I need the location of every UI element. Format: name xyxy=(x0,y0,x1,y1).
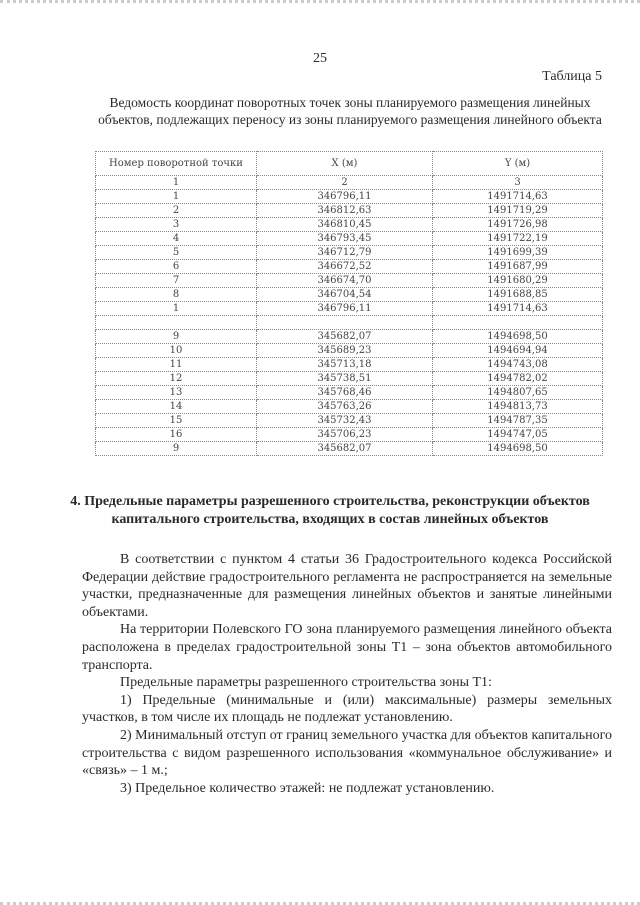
cell-x: 345713,18 xyxy=(257,358,433,372)
cell-point: 4 xyxy=(96,232,257,246)
cell-point: 9 xyxy=(96,442,257,456)
section-body xyxy=(82,551,612,797)
table-row xyxy=(96,232,603,246)
header-y: Y (м) xyxy=(433,152,603,176)
cell-x: 345682,07 xyxy=(257,330,433,344)
cell-x: 346712,79 xyxy=(257,246,433,260)
table-label: Таблица 5 xyxy=(542,69,602,84)
cell-y: 1491726,98 xyxy=(433,218,603,232)
section-heading: 4. Предельные параметры разрешенного строительства, реконструкции объектов капитального строительства, входящих в состав линейных объектов xyxy=(70,494,590,527)
page-number: 25 xyxy=(313,51,327,66)
cell-y: 1491699,39 xyxy=(433,246,603,260)
cell-y: 1494807,65 xyxy=(433,386,603,400)
cell-point: 2 xyxy=(96,204,257,218)
cell-x: 346796,11 xyxy=(257,302,433,316)
cell-point xyxy=(96,316,257,330)
table-row xyxy=(96,218,603,232)
cell-x: 346674,70 xyxy=(257,274,433,288)
table-row xyxy=(96,316,603,330)
table-row xyxy=(96,400,603,414)
cell-point: 1 xyxy=(96,190,257,204)
cell-y: 1494782,02 xyxy=(433,372,603,386)
cell-y: 1494813,73 xyxy=(433,400,603,414)
cell-y: 1494747,05 xyxy=(433,428,603,442)
cell-point: 10 xyxy=(96,344,257,358)
cell-y: 1491722,19 xyxy=(433,232,603,246)
table-row xyxy=(96,190,603,204)
cell-point: 14 xyxy=(96,400,257,414)
cell-point: 12 xyxy=(96,372,257,386)
cell: 3 xyxy=(433,176,603,190)
table-row xyxy=(96,330,603,344)
cell: 1 xyxy=(96,176,257,190)
cell-point: 5 xyxy=(96,246,257,260)
header-x: X (м) xyxy=(257,152,433,176)
cell-y: 1494743,08 xyxy=(433,358,603,372)
cell-x: 346812,63 xyxy=(257,204,433,218)
table-row xyxy=(96,372,603,386)
cell-x: 346704,54 xyxy=(257,288,433,302)
cell-x: 345689,23 xyxy=(257,344,433,358)
cell-point: 1 xyxy=(96,302,257,316)
column-numbering-row xyxy=(96,176,603,190)
cell-y xyxy=(433,316,603,330)
table-row xyxy=(96,302,603,316)
coordinates-table xyxy=(95,151,603,456)
cell-y: 1491688,85 xyxy=(433,288,603,302)
cell-x: 346810,45 xyxy=(257,218,433,232)
paragraph: Предельные параметры разрешенного строительства зоны Т1: xyxy=(120,675,492,691)
header-point-number: Номер поворотной точки xyxy=(96,152,257,176)
cell-y: 1491680,29 xyxy=(433,274,603,288)
cell-x: 345682,07 xyxy=(257,442,433,456)
cell-point: 6 xyxy=(96,260,257,274)
table-row xyxy=(96,288,603,302)
paragraph: 2) Минимальный отступ от границ земельного участка для объектов капитального строительства с видом разрешенного использования «коммунальное обслуживание» и «связь» – 1 м.; xyxy=(82,727,612,779)
table-row xyxy=(96,442,603,456)
table-row xyxy=(96,386,603,400)
cell-point: 3 xyxy=(96,218,257,232)
table-header-row xyxy=(96,152,603,176)
cell-x: 346796,11 xyxy=(257,190,433,204)
cell: 2 xyxy=(257,176,433,190)
cell-point: 15 xyxy=(96,414,257,428)
table-row xyxy=(96,260,603,274)
cell-y: 1491714,63 xyxy=(433,302,603,316)
cell-x: 345732,43 xyxy=(257,414,433,428)
cell-x: 346672,52 xyxy=(257,260,433,274)
cell-x: 345763,26 xyxy=(257,400,433,414)
cell-point: 8 xyxy=(96,288,257,302)
cell-point: 11 xyxy=(96,358,257,372)
table-title: Ведомость координат поворотных точек зоны планируемого размещения линейных объектов, подлежащих переносу из зоны планируемого размещения линейного объекта xyxy=(98,95,602,127)
table-row xyxy=(96,358,603,372)
table-row xyxy=(96,274,603,288)
cell-x: 345706,23 xyxy=(257,428,433,442)
table-row xyxy=(96,246,603,260)
cell-y: 1494698,50 xyxy=(433,330,603,344)
cell-y: 1494698,50 xyxy=(433,442,603,456)
cell-y: 1494787,35 xyxy=(433,414,603,428)
cell-x: 346793,45 xyxy=(257,232,433,246)
cell-point: 7 xyxy=(96,274,257,288)
cell-point: 9 xyxy=(96,330,257,344)
cell-x xyxy=(257,316,433,330)
table-row xyxy=(96,344,603,358)
paragraph: 1) Предельные (минимальные и (или) максимальные) размеры земельных участков, в том числе их площадь не подлежат установлению. xyxy=(82,692,612,726)
cell-point: 13 xyxy=(96,386,257,400)
table-row xyxy=(96,414,603,428)
table-row xyxy=(96,204,603,218)
cell-y: 1491714,63 xyxy=(433,190,603,204)
cell-y: 1494694,94 xyxy=(433,344,603,358)
cell-x: 345738,51 xyxy=(257,372,433,386)
paragraph: На территории Полевского ГО зона планируемого размещения линейного объекта расположена в пределах градостроительной зоны Т1 – зона объектов автомобильного транспорта. xyxy=(82,622,612,673)
cell-x: 345768,46 xyxy=(257,386,433,400)
cell-point: 16 xyxy=(96,428,257,442)
table-row xyxy=(96,428,603,442)
cell-y: 1491719,29 xyxy=(433,204,603,218)
cell-y: 1491687,99 xyxy=(433,260,603,274)
paragraph: В соответствии с пунктом 4 статьи 36 Градостроительного кодекса Российской Федерации действие градостроительного регламента не распространяется на земельные участки, предназначенные для размещения линейных объектов и занятые линейными объектами. xyxy=(82,552,612,620)
paragraph: 3) Предельное количество этажей: не подлежат установлению. xyxy=(120,780,495,796)
